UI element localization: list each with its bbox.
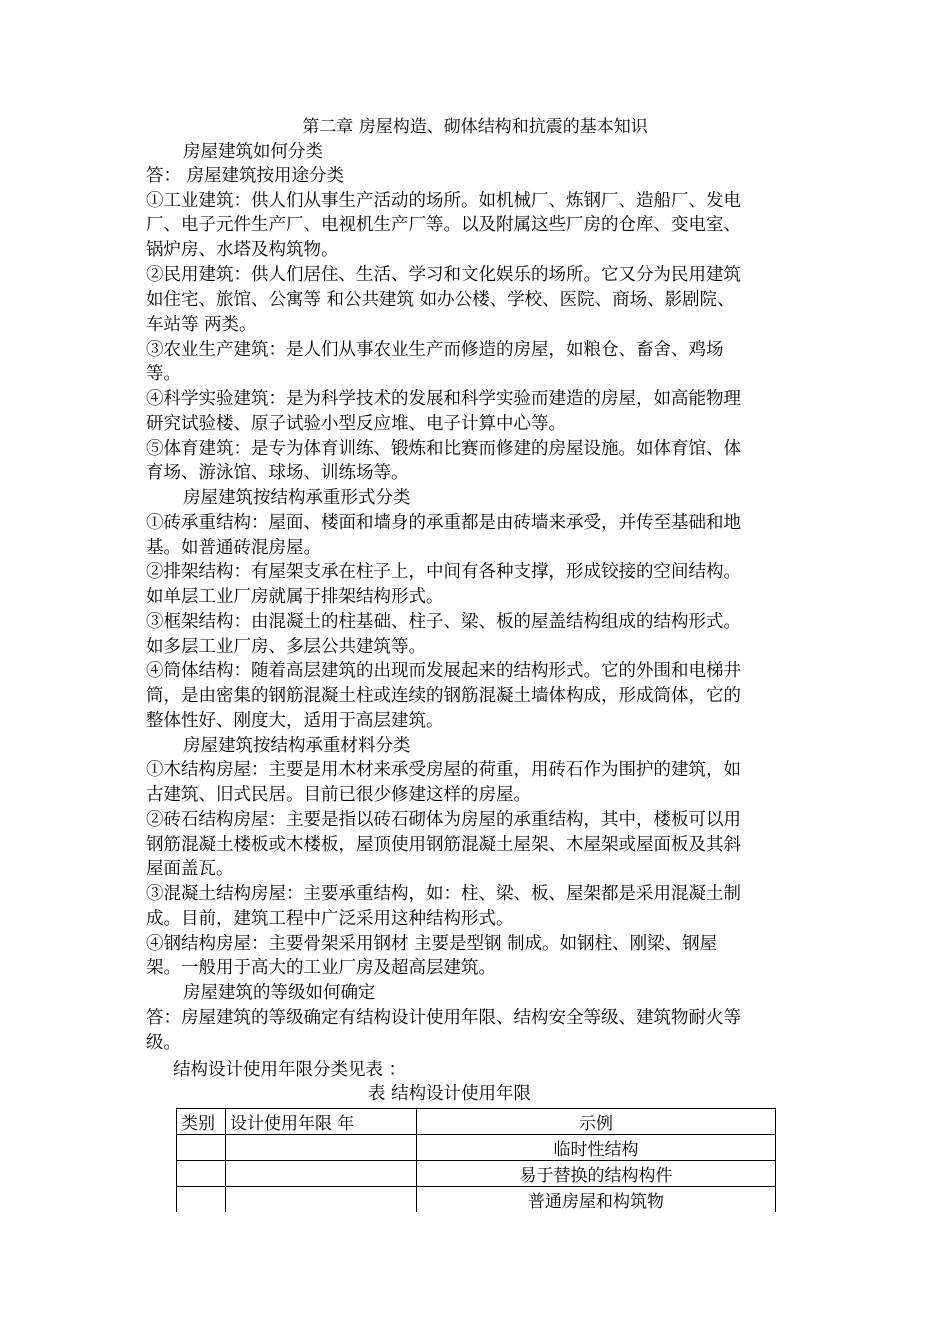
text-line: ③框架结构：由混凝土的柱基础、柱子、梁、板的屋盖结构组成的结构形式。 [146,612,741,632]
text-line: ①工业建筑：供人们从事生产活动的场所。如机械厂、炼钢厂、造船厂、发电 [146,191,741,211]
text-line: ④钢结构房屋：主要骨架采用钢材 主要是型钢 制成。如钢柱、刚梁、钢屋 [146,934,718,954]
text-line: ③农业生产建筑：是人们从事农业生产而修造的房屋，如粮仓、畜舍、鸡场 [146,340,724,360]
table-caption: 表 结构设计使用年限 [368,1084,532,1104]
text-line: 屋面盖瓦。 [146,859,234,879]
text-line: ④筒体结构：随着高层建筑的出现而发展起来的结构形式。它的外围和电梯井 [146,661,741,681]
table-header-cell: 设计使用年限 年 [226,1109,417,1135]
text-line: 研究试验楼、原子试验小型反应堆、电子计算中心等。 [146,414,566,434]
text-line: ①砖承重结构：屋面、楼面和墙身的承重都是由砖墙来承受，并传至基础和地 [146,513,741,533]
text-line: ①木结构房屋：主要是用木材来承受房屋的荷重，用砖石作为围护的建筑，如 [146,760,741,780]
table-cell: 易于替换的结构构件 [417,1161,776,1187]
text-line: ②民用建筑：供人们居住、生活、学习和文化娱乐的场所。它又分为民用建筑 [146,265,741,285]
text-line: 等。 [146,364,181,384]
table-cell [177,1135,226,1161]
chapter-title: 第二章 房屋构造、砌体结构和抗震的基本知识 [302,117,648,137]
text-line: 如住宅、旅馆、公寓等 和公共建筑 如办公楼、学校、医院、商场、影剧院、 [146,290,735,310]
text-line: 如多层工业厂房、多层公共建筑等。 [146,637,426,657]
table-row [177,1161,776,1187]
table-header-cell: 类别 [177,1109,226,1135]
section-heading: 房屋建筑的等级如何确定 [183,983,376,1003]
table-cell [226,1187,417,1213]
table-header-row [177,1109,776,1135]
table-cell [226,1161,417,1187]
text-line: ⑤体育建筑：是专为体育训练、锻炼和比赛而修建的房屋设施。如体育馆、体 [146,439,741,459]
table-intro: 结构设计使用年限分类见表 ： [173,1060,407,1080]
table-row [177,1187,776,1213]
table-row [177,1135,776,1161]
table-cell: 普通房屋和构筑物 [417,1187,776,1213]
text-line: 车站等 两类。 [146,315,257,335]
text-line: 级。 [146,1033,181,1053]
text-line: 基。如普通砖混房屋。 [146,538,321,558]
table-cell [177,1161,226,1187]
section-heading: 房屋建筑如何分类 [183,142,323,162]
text-line: 锅炉房、水塔及构筑物。 [146,240,339,260]
text-line: 育场、游泳馆、球场、训练场等。 [146,463,409,483]
section-heading: 房屋建筑按结构承重材料分类 [183,736,411,756]
text-line: 如单层工业厂房就属于排架结构形式。 [146,587,444,607]
table-cell: 临时性结构 [417,1135,776,1161]
text-line: ③混凝土结构房屋：主要承重结构，如：柱、梁、板、屋架都是采用混凝土制 [146,884,741,904]
text-line: 整体性好、刚度大，适用于高层建筑。 [146,711,444,731]
service-life-table [176,1108,776,1212]
text-line: 筒，是由密集的钢筋混凝土柱或连续的钢筋混凝土墙体构成，形成筒体，它的 [146,686,741,706]
text-line: 答：房屋建筑的等级确定有结构设计使用年限、结构安全等级、建筑物耐火等 [146,1008,741,1028]
text-line: ②砖石结构房屋：主要是指以砖石砌体为房屋的承重结构，其中，楼板可以用 [146,810,741,830]
text-line: 钢筋混凝土楼板或木楼板，屋顶使用钢筋混凝土屋架、木屋架或屋面板及其斜 [146,835,741,855]
text-line: ②排架结构：有屋架支承在柱子上，中间有各种支撑，形成铰接的空间结构。 [146,562,741,582]
text-line: 古建筑、旧式民居。目前已很少修建这样的房屋。 [146,785,531,805]
text-line: 架。一般用于高大的工业厂房及超高层建筑。 [146,958,496,978]
text-line: 成。目前，建筑工程中广泛采用这种结构形式。 [146,909,514,929]
text-line: 厂、电子元件生产厂、电视机生产厂等。以及附属这些厂房的仓库、变电室、 [146,215,741,235]
answer-line: 答： 房屋建筑按用途分类 [146,166,345,186]
section-heading: 房屋建筑按结构承重形式分类 [183,488,411,508]
table-cell [177,1187,226,1213]
table-header-cell: 示例 [417,1109,776,1135]
text-line: ④科学实验建筑：是为科学技术的发展和科学实验而建造的房屋，如高能物理 [146,389,741,409]
table-cell [226,1135,417,1161]
